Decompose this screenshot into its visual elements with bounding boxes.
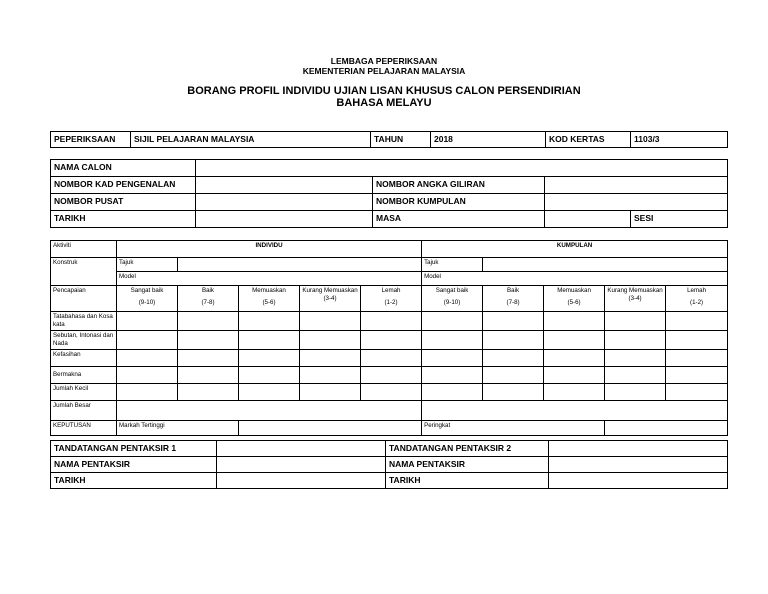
- score-cell[interactable]: [605, 384, 666, 401]
- score-cell[interactable]: [666, 312, 728, 331]
- assessor-1-date-label: TARIKH: [51, 473, 217, 489]
- score-cell[interactable]: [300, 384, 361, 401]
- time-field[interactable]: [545, 211, 631, 228]
- criterion-label: Kefasihan: [51, 350, 117, 367]
- level-group: Sangat baik (9-10): [422, 286, 483, 312]
- level-individual: Sangat baik (9-10): [117, 286, 178, 312]
- score-cell[interactable]: [178, 384, 239, 401]
- assessor-2-date-field[interactable]: [549, 473, 728, 489]
- score-cell[interactable]: [483, 384, 544, 401]
- score-cell[interactable]: [239, 367, 300, 384]
- level-individual: Lemah (1-2): [361, 286, 422, 312]
- score-cell[interactable]: [544, 350, 605, 367]
- level-individual: Memuaskan (5-6): [239, 286, 300, 312]
- signature-2-field[interactable]: [549, 441, 728, 457]
- year-value[interactable]: 2018: [431, 132, 546, 148]
- highest-mark-label: Markah Tertinggi: [117, 421, 239, 436]
- paper-code-label: KOD KERTAS: [546, 132, 631, 148]
- group-header: KUMPULAN: [422, 241, 728, 258]
- criterion-label: Sebutan, Intonasi dan Nada: [51, 331, 117, 350]
- session-label: SESI: [631, 211, 728, 228]
- score-cell[interactable]: [361, 312, 422, 331]
- score-cell[interactable]: [239, 350, 300, 367]
- score-cell[interactable]: [117, 384, 178, 401]
- grand-total-group[interactable]: [422, 401, 728, 421]
- score-cell[interactable]: [178, 367, 239, 384]
- candidate-info-table: [50, 159, 728, 228]
- rank-label: Peringkat: [422, 421, 605, 436]
- score-cell[interactable]: [361, 350, 422, 367]
- level-group: Memuaskan (5-6): [544, 286, 605, 312]
- paper-code-value[interactable]: 1103/3: [631, 132, 728, 148]
- group-topic-label: Tajuk: [422, 258, 483, 272]
- score-cell[interactable]: [544, 312, 605, 331]
- score-cell[interactable]: [666, 367, 728, 384]
- table-row: [51, 312, 728, 331]
- individual-model-label: Model: [117, 272, 422, 286]
- group-number-label: NOMBOR KUMPULAN: [373, 194, 545, 211]
- score-cell[interactable]: [178, 350, 239, 367]
- ministry-name: KEMENTERIAN PELAJARAN MALAYSIA: [302, 66, 466, 76]
- score-cell[interactable]: [422, 331, 483, 350]
- score-cell[interactable]: [239, 331, 300, 350]
- score-cell[interactable]: [300, 350, 361, 367]
- rank-field[interactable]: [605, 421, 728, 436]
- assessor-1-date-field[interactable]: [217, 473, 386, 489]
- score-cell[interactable]: [666, 350, 728, 367]
- score-cell[interactable]: [300, 367, 361, 384]
- group-model-label: Model: [422, 272, 728, 286]
- date-label: TARIKH: [51, 211, 196, 228]
- ic-number-label: NOMBOR KAD PENGENALAN: [51, 177, 196, 194]
- time-label: MASA: [373, 211, 545, 228]
- exam-info-table: [50, 131, 728, 148]
- score-cell[interactable]: [483, 331, 544, 350]
- grand-total-individual[interactable]: [117, 401, 422, 421]
- score-cell[interactable]: [239, 312, 300, 331]
- table-row: [51, 384, 728, 401]
- group-number-field[interactable]: [545, 194, 728, 211]
- level-group: Kurang Memuaskan (3-4): [605, 286, 666, 312]
- score-cell[interactable]: [239, 384, 300, 401]
- score-cell[interactable]: [483, 367, 544, 384]
- score-cell[interactable]: [544, 367, 605, 384]
- form-title: BORANG PROFIL INDIVIDU UJIAN LISAN KHUSUS CALON PERSENDIRIAN: [187, 85, 581, 97]
- individual-topic-label: Tajuk: [117, 258, 178, 272]
- candidate-name-label: NAMA CALON: [51, 160, 196, 177]
- score-cell[interactable]: [544, 331, 605, 350]
- score-cell[interactable]: [605, 350, 666, 367]
- turn-number-field[interactable]: [545, 177, 728, 194]
- score-cell[interactable]: [605, 312, 666, 331]
- score-cell[interactable]: [361, 367, 422, 384]
- assessment-grid: [50, 240, 728, 436]
- score-cell[interactable]: [422, 312, 483, 331]
- score-cell[interactable]: [361, 331, 422, 350]
- small-total-label: Jumlah Kecil: [51, 384, 117, 401]
- assessor-1-name-field[interactable]: [217, 457, 386, 473]
- decision-label: KEPUTUSAN: [51, 421, 117, 436]
- score-cell[interactable]: [117, 350, 178, 367]
- score-cell[interactable]: [666, 331, 728, 350]
- centre-number-label: NOMBOR PUSAT: [51, 194, 196, 211]
- table-row: [51, 367, 728, 384]
- score-cell[interactable]: [483, 312, 544, 331]
- score-cell[interactable]: [300, 331, 361, 350]
- table-row: [51, 350, 728, 367]
- level-group: Baik (7-8): [483, 286, 544, 312]
- score-cell[interactable]: [544, 384, 605, 401]
- table-row: [51, 331, 728, 350]
- criterion-label: Bermakna: [51, 367, 117, 384]
- criterion-label: Tatabahasa dan Kosa kata: [51, 312, 117, 331]
- score-cell[interactable]: [361, 384, 422, 401]
- grand-total-label: Jumlah Besar: [51, 401, 117, 421]
- signature-1-field[interactable]: [217, 441, 386, 457]
- centre-number-field[interactable]: [196, 194, 373, 211]
- score-cell[interactable]: [422, 350, 483, 367]
- score-cell[interactable]: [117, 367, 178, 384]
- score-cell[interactable]: [422, 384, 483, 401]
- signature-2-label: TANDATANGAN PENTAKSIR 2: [386, 441, 549, 457]
- ic-number-field[interactable]: [196, 177, 373, 194]
- score-cell[interactable]: [605, 367, 666, 384]
- score-cell[interactable]: [178, 312, 239, 331]
- highest-mark-field[interactable]: [239, 421, 422, 436]
- date-field[interactable]: [196, 211, 373, 228]
- score-cell[interactable]: [178, 331, 239, 350]
- exam-label: PEPERIKSAAN: [51, 132, 131, 148]
- score-cell[interactable]: [117, 331, 178, 350]
- board-name: LEMBAGA PEPERIKSAAN: [330, 56, 438, 66]
- level-group: Lemah (1-2): [666, 286, 728, 312]
- score-cell[interactable]: [117, 312, 178, 331]
- level-individual: Baik (7-8): [178, 286, 239, 312]
- year-label: TAHUN: [371, 132, 431, 148]
- assessor-2-date-label: TARIKH: [386, 473, 549, 489]
- activity-label: Aktiviti: [51, 241, 117, 258]
- turn-number-label: NOMBOR ANGKA GILIRAN: [373, 177, 545, 194]
- individual-header: INDIVIDU: [117, 241, 422, 258]
- exam-value[interactable]: SIJIL PELAJARAN MALAYSIA: [131, 132, 371, 148]
- group-topic-field[interactable]: [483, 258, 728, 272]
- signature-1-label: TANDATANGAN PENTAKSIR 1: [51, 441, 217, 457]
- individual-topic-field[interactable]: [178, 258, 422, 272]
- candidate-name-field[interactable]: [196, 160, 728, 177]
- signature-table: [50, 440, 728, 489]
- form-subject: BAHASA MELAYU: [336, 97, 432, 109]
- assessor-2-name-label: NAMA PENTAKSIR: [386, 457, 549, 473]
- score-cell[interactable]: [605, 331, 666, 350]
- score-cell[interactable]: [422, 367, 483, 384]
- score-cell[interactable]: [483, 350, 544, 367]
- assessor-2-name-field[interactable]: [549, 457, 728, 473]
- score-cell[interactable]: [666, 384, 728, 401]
- assessor-1-name-label: NAMA PENTAKSIR: [51, 457, 217, 473]
- achievement-label: Pencapaian: [51, 286, 117, 312]
- score-cell[interactable]: [300, 312, 361, 331]
- level-individual: Kurang Memuaskan (3-4): [300, 286, 361, 312]
- construct-label: Konstruk: [51, 258, 117, 286]
